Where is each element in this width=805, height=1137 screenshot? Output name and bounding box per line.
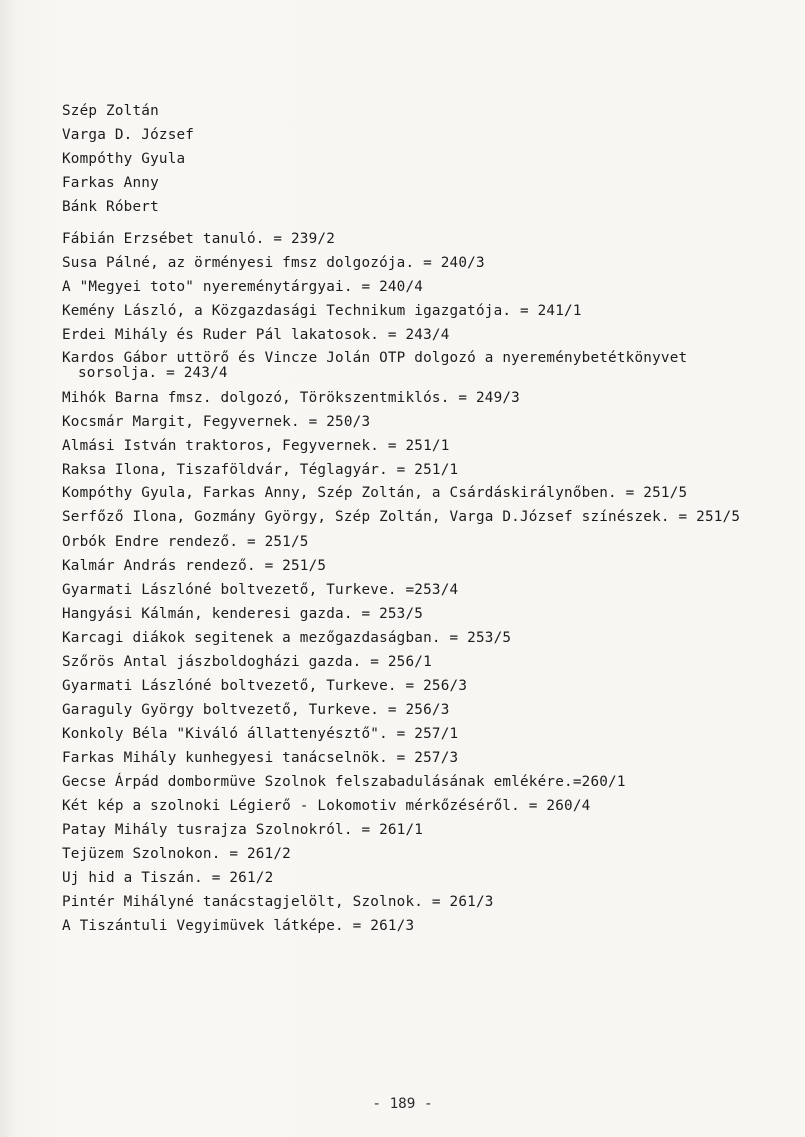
index-entry: Gyarmati Lászlóné boltvezető, Turkeve. =253/4 <box>62 582 459 598</box>
index-entry: Orbók Endre rendező. = 251/5 <box>62 534 309 550</box>
name-list-item: Varga D. József <box>62 127 195 143</box>
name-list-item: Bánk Róbert <box>62 199 159 215</box>
name-list-item: Szép Zoltán <box>62 103 159 119</box>
index-entry: Gecse Árpád dombormüve Szolnok felszabadulásának emlékére.=260/1 <box>62 774 626 790</box>
index-entry: Szőrös Antal jászboldogházi gazda. = 256/1 <box>62 654 432 670</box>
index-entry: Pintér Mihályné tanácstagjelölt, Szolnok. = 261/3 <box>62 894 494 910</box>
index-entry: Kardos Gábor uttörő és Vincze Jolán OTP dolgozó a nyereménybetétkönyvet sorsolja. = 243/4 <box>62 350 688 381</box>
index-entry: Kemény László, a Közgazdasági Technikum igazgatója. = 241/1 <box>62 303 582 319</box>
index-entry: Kompóthy Gyula, Farkas Anny, Szép Zoltán, a Csárdáskirálynőben. = 251/5 <box>62 485 688 501</box>
index-entry: Serfőző Ilona, Gozmány György, Szép Zoltán, Varga D.József színészek. = 251/5 <box>62 509 741 525</box>
index-entry: Tejüzem Szolnokon. = 261/2 <box>62 846 291 862</box>
name-list-item: Kompóthy Gyula <box>62 151 186 167</box>
index-entry: Susa Pálné, az örményesi fmsz dolgozója. = 240/3 <box>62 255 485 271</box>
index-entry: Garaguly György boltvezető, Turkeve. = 256/3 <box>62 702 450 718</box>
name-list-item: Farkas Anny <box>62 175 159 191</box>
index-entry: Kocsmár Margit, Fegyvernek. = 250/3 <box>62 414 371 430</box>
index-entry: Konkoly Béla "Kiváló állattenyésztő". = 257/1 <box>62 726 459 742</box>
index-entry: A "Megyei toto" nyereménytárgyai. = 240/4 <box>62 279 424 295</box>
index-entry: Raksa Ilona, Tiszaföldvár, Téglagyár. = 251/1 <box>62 462 459 478</box>
index-entry: Gyarmati Lászlóné boltvezető, Turkeve. = 256/3 <box>62 678 468 694</box>
index-entry: Almási István traktoros, Fegyvernek. = 251/1 <box>62 438 450 454</box>
index-entry: Mihók Barna fmsz. dolgozó, Törökszentmiklós. = 249/3 <box>62 390 520 406</box>
index-entry: Két kép a szolnoki Légierő - Lokomotiv mérkőzéséről. = 260/4 <box>62 798 591 814</box>
index-entry: Erdei Mihály és Ruder Pál lakatosok. = 243/4 <box>62 327 450 343</box>
index-entry: Uj hid a Tiszán. = 261/2 <box>62 870 274 886</box>
index-entry: Farkas Mihály kunhegyesi tanácselnök. = 257/3 <box>62 750 459 766</box>
index-entry: Karcagi diákok segitenek a mezőgazdaságban. = 253/5 <box>62 630 512 646</box>
index-entries <box>62 227 762 938</box>
name-list <box>62 99 762 219</box>
index-entry: A Tiszántuli Vegyimüvek látképe. = 261/3 <box>62 918 415 934</box>
page-number: - 189 - <box>372 1096 433 1112</box>
index-entry: Fábián Erzsébet tanuló. = 239/2 <box>62 231 336 247</box>
document-content <box>62 99 762 938</box>
index-entry: Hangyási Kálmán, kenderesi gazda. = 253/5 <box>62 606 424 622</box>
index-entry: Kalmár András rendező. = 251/5 <box>62 558 327 574</box>
index-entry: Patay Mihály tusrajza Szolnokról. = 261/1 <box>62 822 424 838</box>
